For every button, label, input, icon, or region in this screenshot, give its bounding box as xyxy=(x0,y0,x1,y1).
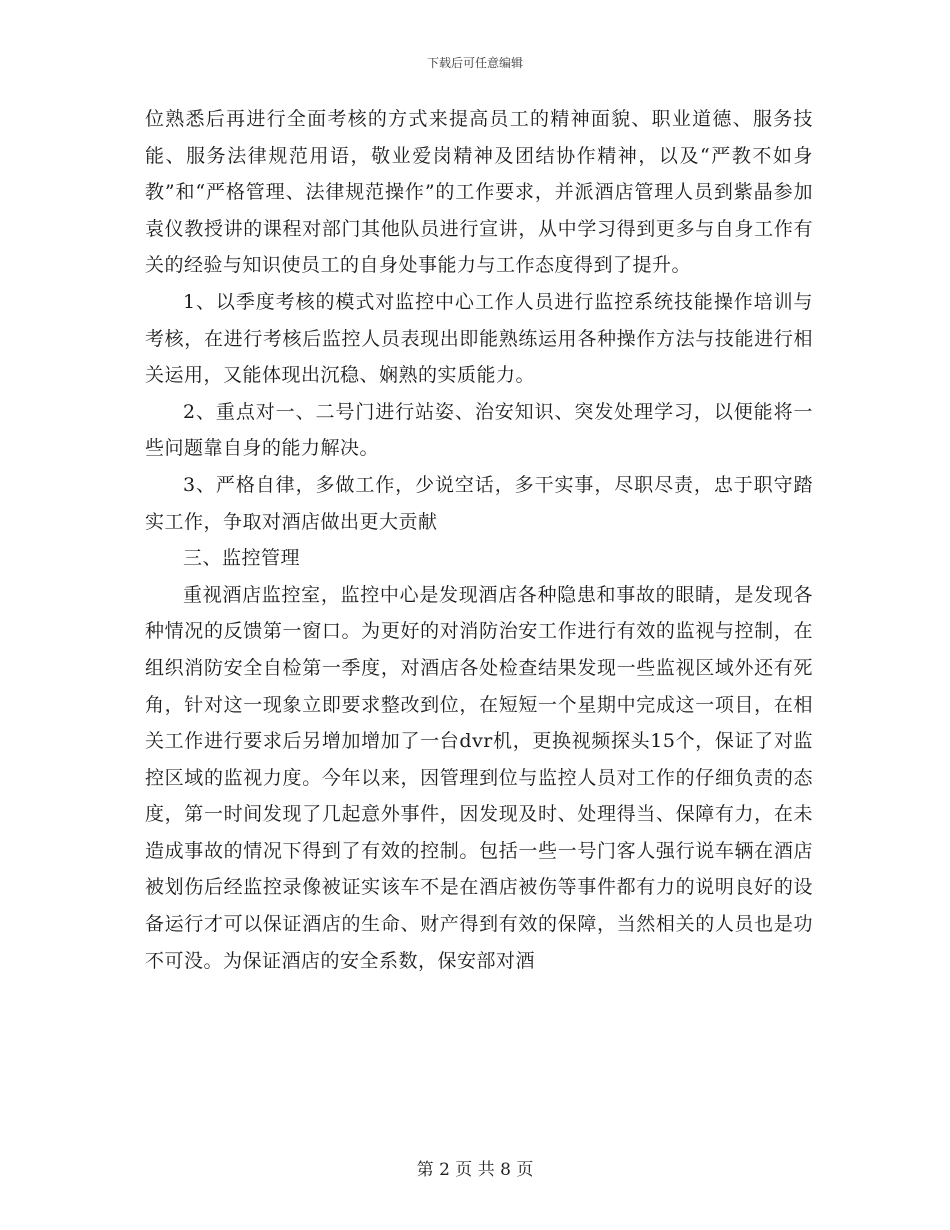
section-heading-monitoring: 三、监控管理 xyxy=(183,547,301,570)
paragraph-monitoring: 重视酒店监控室，监控中心是发现酒店各种隐患和事故的眼睛，是发现各种情况的反馈第一窗口。为更好的对消防治安工作进行有效的监视与控制，在组织消防安全自检第一季度，对酒店各处检查结果发现一些监视区域外还有死角，针对这一现象立即要求整改到位，在短短一个星期中完成这一项目，在相关工作进行要求后另增加增加了一台dvr机，更换视频探头15个，保证了对监控区域的监视力度。今年以来，因管理到位与监控人员对工作的仔细负责的态度，第一时间发现了几起意外事件，因发现及时、处理得当、保障有力，在未造成事故的情况下得到了有效的控制。包括一些一号门客人强行说车辆在酒店被划伤后经监控录像被证实该车不是在酒店被伤等事件都有力的说明良好的设备运行才可以保证酒店的生命、财产得到有效的保障，当然相关的人员也是功不可没。为保证酒店的安全系数，保安部对酒 xyxy=(145,583,813,972)
paragraph-continuation: 位熟悉后再进行全面考核的方式来提高员工的精神面貌、职业道德、服务技能、服务法律规范用语，敬业爱岗精神及团结协作精神，以及“严教不如身教”和“严格管理、法律规范操作”的工作要求，并派酒店管理人员到紫晶参加袁仪教授讲的课程对部门其他队员进行宣讲，从中学习得到更多与自身工作有关的经验与知识使员工的自身处事能力与工作态度得到了提升。 xyxy=(145,108,813,277)
page-header-note: 下载后可任意编辑 xyxy=(426,56,523,70)
page-number: 第 2 页 共 8 页 xyxy=(416,1160,534,1180)
paragraph-item-1: 1、以季度考核的模式对监控中心工作人员进行监控系统技能操作培训与考核，在进行考核后监控人员表现出即能熟练运用各种操作方法与技能进行相关运用，又能体现出沉稳、娴熟的实质能力。 xyxy=(145,290,813,387)
paragraph-item-2: 2、重点对一、二号门进行站姿、治安知识、突发处理学习，以便能将一些问题靠自身的能力解决。 xyxy=(145,400,813,460)
paragraph-item-3: 3、严格自律，多做工作，少说空话，多干实事，尽职尽责，忠于职守踏实工作，争取对酒店做出更大贡献 xyxy=(145,473,813,533)
document-body xyxy=(145,101,813,979)
